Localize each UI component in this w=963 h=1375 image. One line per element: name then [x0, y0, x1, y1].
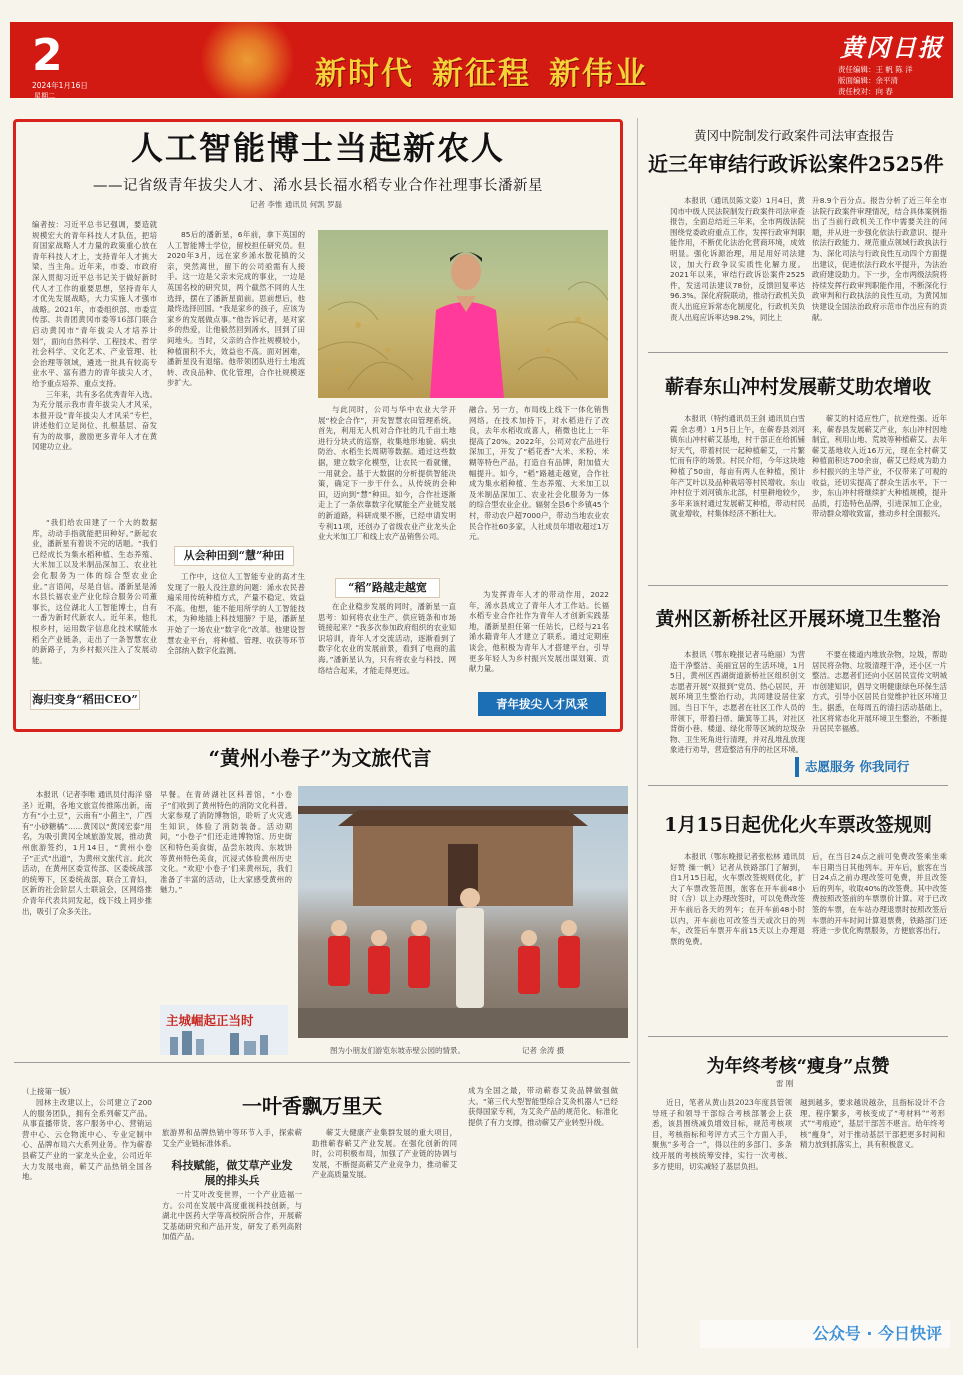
feature-col3: [318, 405, 456, 583]
editor-credit-1: 责任编辑：王 帆 陈 洋: [838, 65, 913, 74]
xiaojuanzi-col1-text: 本报讯（记者李唯 通讯员付海洋 骆圣）近期，各地文旅宣传推陈出新，南方有“小土豆”，云南有“小菌主”，广西有“小砂糖橘”……黄冈以“黄冈宏泰”用名，为吸引黄冈全域旅游发展，推动黄州旅游签约，1月14日，“黄州小卷子”正式“出道”，为黄州文旅代言。此次活动，在黄州区委宣传部、区委统战部的统筹下，区委统战部，联合工青妇，区新的社会阶层人士联谊会，区网络推介青年代表共同发起，线下线上同步推出，吸引了众多关注。: [22, 790, 152, 916]
editor-credit-2: 版面编辑：余平清: [838, 76, 898, 85]
column-tag: 青年拔尖人才风采: [478, 692, 606, 716]
city-ad-text: 主城崛起正当时: [166, 1013, 254, 1028]
subhead-overseas: 海归变身“稻田CEO”: [30, 690, 140, 710]
train-col1: [670, 852, 805, 1030]
ai-col4: [468, 1086, 618, 1348]
slim-col2: [800, 1098, 945, 1313]
slim-col2-text: 越到越多，要求越说越杂，且指标设计不合理、程序繁多，考核变成了“考材料”“考形式”“考痕迹”，基层干部苦不堪言。给年终考核“瘦身”，对于推动基层干部把更多时间和精力放到抓落实上，具有积极意义。: [800, 1098, 945, 1150]
ai-col4-text: 成为全国之最，带动蕲春艾灸品牌做强做大。“第三代大型智能型综合艾灸机器人”已经获得国家专利，为艾灸产品的规范化、标准化提供了有力支撑，推动蕲艾产业转型升级。: [468, 1086, 618, 1127]
court-title: 近三年审结行政诉讼案件2525件: [648, 152, 944, 176]
slogan-2: 新征程: [432, 56, 531, 92]
slim-col1-text: 近日，笔者从黄山县2023年度县管领导班子和领导干部综合考核部署会上获悉，该县围绕减负增效目标，规范考核项目，考核指标和考评方式三个方面入手，聚焦“多考合一”，得以往的多部门、多条线开展的考核统筹安排，实行一次考核、多方使用，切实减轻了基层负担。: [652, 1098, 792, 1171]
feature-col4b-text: 为发挥青年人才的带动作用，2022年，浠水县成立了青年人才工作站。长福水稻专业合作社作为青年人才创新实践基地，潘新星担任第一任站长，已经与21名浠水籍青年人才建立了联系。通过定期座谈会，他积极为青年人才搭建平台，引导更多年轻人为乡村振兴发展出谋划策、贡献力量。: [469, 590, 609, 674]
qichun-col2: [812, 414, 947, 574]
train-col2-text: 后，在当日24点之前可免费改签乘坐乘车日期当日其他列车。开车后，旅客在当日24点之前办理改签可免费，并且改签后的列车，收取40%的改签费。其中改签费按照改签前的车票票价计算。对于已改签的车票，在车站办理退票时按照改签后车票的开车时间计算退票费，铁路部门还将进一步优化购票服务，方便旅客出行。: [812, 852, 947, 936]
court-col2: [812, 196, 947, 344]
feature-col1-text: “我们给农田建了一个大的数据库，动动手指就能把田种好。”新起农业，潘新星有着说不完的话题。“我们已经成长为集水稻种植、生态养殖、大米加工以及米制品深加工、农业社会化服务为一体的综合型农业企业。”言语间，尽是自信。潘新星是浠水县长福农业产业化综合服务公司董事长，这位湖北人工智能博士，自有一番为新时代新农人。近年来，他扎根乡村，运用数字信息化技术赋能水稻全产业链条，走出了一条智慧农业的新路子，为乡村振兴注入了发展动能。: [32, 518, 157, 665]
rice-field-photo: [318, 230, 608, 398]
feature-col2b-text: 工作中，这位人工智能专业的高才生发现了一般人没注意的问题：浠水农民普遍采用传统种植方式，产量不稳定、效益不高。他想，能不能用所学的人工智能技术，为种地插上科技翅膀？于是，潘新星开始了一场农业“数字化”改革。他建设智慧农业平台，将种植、管理、收获等环节全部纳入数字化监测。: [167, 572, 305, 656]
slogan-1: 新时代: [315, 56, 414, 92]
feature-col3-text: 与此同时，公司与华中农业大学开展“校企合作”，开发智慧农田管理系统。首先，利用无人机对合作社的几千亩土地进行分块式的巡察，收集地形地貌、病虫防治、水稻生长周期等数据。通过这些数据，建立数字化模型，让农民一看就懂，一用就会。基于大数据的分析提供智能决策，确定下一步干什么。从传统的会种田，迈向到“慧”种田。如今，合作社逐渐走上了一条依靠数字化赋能全产业链发展的新道路，科研成果不断，已经申请发明专利11项，还创办了省级农业产业龙头企业大米加工厂和线上农产品销售公司。: [318, 405, 456, 542]
volunteer-tag: [795, 757, 935, 777]
qichun-col1: [670, 414, 805, 574]
train-col2: [812, 852, 947, 1030]
ai-col2b-text: 一片艾叶改变世界，一个产业造福一方。公司在发展中高度重视科技创新，与湖北中医药大学等高校院所合作，开展蕲艾基础研究和产品开发，研发了系列高附加值产品。: [162, 1190, 302, 1242]
train-title: 1月15日起优化火车票改签规则: [664, 814, 932, 836]
city-ad: [160, 1005, 288, 1055]
city-skyline-icon: [160, 1029, 288, 1055]
ai-col2b: [162, 1190, 302, 1348]
farmer-photo: [318, 230, 608, 398]
feature-title: 人工智能博士当起新农人: [130, 129, 505, 167]
weekday-label: 星期二: [34, 92, 55, 100]
ai-col3: [312, 1128, 457, 1348]
court-col1: [670, 196, 805, 344]
editor-note: [32, 220, 157, 512]
aiye-title: 一叶香飘万里天: [242, 1094, 382, 1118]
ai-col2-text: 旅游界和品牌热销中等环节入手，探索蕲艾全产业链标准体系。: [162, 1128, 302, 1148]
feature-col2-text: 85后的潘新星，6年前，拿下英国的人工智能博士学位，留校担任研究员。但2020年3月，远在家乡浠水散花镇的父亲，突然离世，留下的公司亟需有人接手。这一边是父亲未完成的事业，一边是英国名校的研究员，两个截然不同的人生选择，摆在了潘新星面前。思前想后，他最终选择回国。“我是家乡的孩子，应该为家乡的发展做点事。”他告诉记者，是对家乡的热爱，让他毅然回到浠水，回到了田间地头。当时，父亲的合作社规模较小，种植面积不大，效益也不高。面对困难，潘新星没有退缩。他带领团队进行土地流转、改良品种、优化管理，合作社规模逐步扩大。: [167, 230, 305, 388]
xiaojuanzi-col2-text: 早餐。在青砖湖社区科普馆，“小卷子”们收到了黄州特色的消防文化科普。大家参观了消防博物馆，聆听了火灾逃生知识，体验了消防装备。活动期间，“小卷子”们还走进博物馆、历史街区和特色美食街，品尝东坡肉、东坡饼等黄州特色美食，沉浸式体验黄州历史文化。“欢迎‘小卷子’们来黄州玩，我们准备了丰富的活动，让大家感受黄州的魅力。”: [160, 790, 292, 895]
divider-env: [648, 785, 948, 786]
editor-note-text-2: 三年来，共有多名优秀青年入选。为充分展示我市青年拔尖人才风采，本报开设“青年拔尖人才风采”专栏，讲述他们立足岗位、扎根基层、奋发有为的故事，激励更多青年人才在黄冈建功立业。: [32, 389, 157, 452]
feature-col4b: [469, 590, 609, 690]
train-col1-text: 本报讯（鄂东晚报记者张松林 通讯员好赞 操一帆）记者从铁路部门了解到，自1月15日起，火车票改签规则优化，扩大了车票改签范围，旅客在开车前48小时（含）以上办理改签时，可以免费改签开车前后各天的列车；在开车前48小时以内，开车前也可改签当天或次日的列车，改签后车票开车前15天以上办理退票的免费。: [670, 852, 805, 946]
photo-caption: 图为小朋友们游览东坡赤壁公园的情景。: [330, 1046, 465, 1055]
watermark-text: 公众号 · 今日快评: [812, 1324, 942, 1343]
env-col1-text: 本报讯（鄂东晚报记者马艳丽）为营造干净整洁、美丽宜居的生活环境，1月5日，黄州区西湖街道新桥社区组织创文志愿者开展“双报到”党员、热心居民，开展环境卫生整治行动，共同建设居住家园。当日下午，志愿者在社区工作人员的带领下，带着扫帚、簸箕等工具，对社区背街小巷、楼道、绿化带等区域的垃圾杂物、卫生死角进行清理，并对乱堆乱放现象进行劝导，营造整洁有序的社区环境。: [670, 650, 805, 755]
court-col2-text: 升8.9个百分点。报告分析了近三年全市法院行政案件审理情况，结合具体案例指出了当前行政机关工作中需要关注的问题，并从进一步强化依法行政意识、提升依法行政能力、规范重点领域行政执法行为、深化司法与行政良性互动四个方面提出建议，促进依法行政水平提升，为法治政府建设助力。下一步，全市两级法院将持续发挥行政审判职能作用，不断深化行政审判和行政执法的良性互动，为黄冈加快建设全国法治政府示范市作出应有的贡献。: [812, 196, 947, 322]
slogan-3: 新伟业: [549, 56, 648, 92]
env-title: 黄州区新桥社区开展环境卫生整治: [655, 608, 941, 630]
ai-col1: [22, 1098, 152, 1348]
feature-col4-text: 融合。另一方，布局线上线下一体化销售网络。在技术加持下，对水稻进行了改良，去年水稻收成喜人，稍微也比上一年提高了20%。2022年，公司对农产品进行深加工，开发了“稻花香”大米、米粉、米糊等特色产品，打造自有品牌，附加值大幅提升。如今，“稻”路越走越宽，合作社成为集水稻种植、生态养殖、大米加工以及米制品深加工、农业社会化服务为一体的综合型农业企业。辐射全县6个乡镇45个村，带动农户超7000户，带动当地农业农民合作社60多家，人社成员年增收超过1万元。: [469, 405, 609, 542]
page-number: 2: [32, 30, 63, 81]
watermark: [700, 1320, 950, 1348]
feature-col2b: [167, 572, 305, 717]
divider-xiaojuanzi: [14, 1062, 630, 1063]
ai-col2: [162, 1128, 302, 1158]
paper-logo: 黄冈日报: [840, 33, 944, 62]
slim-col1: [652, 1098, 792, 1346]
subhead-rice-road: “稻”路越走越宽: [335, 578, 440, 598]
xiaojuanzi-col1: [22, 790, 152, 1052]
slim-title: 为年终考核“瘦身”点赞: [706, 1056, 890, 1077]
qichun-col1-text: 本报讯（特约通讯员王剑 通讯员白雪霞 余志勇）1月5日上午，在蕲春县刘河镇东山冲村蕲艾基地，村干部正在给抓铺好天气，带着村民一起种植蕲艾，一片繁忙而有序的场景。村民介绍，今年这块地种植了50亩，每亩有两人在种植，预计年产艾叶以及品种栽培等村民增收。东山冲村位于刘河镇东北部，村里耕地较少，多年来该村通过发展蕲艾种植，带动村民就业增收，村集体经济不断壮大。: [670, 414, 805, 519]
divider-qichun: [648, 585, 948, 586]
kids-at-temple-photo: [298, 786, 628, 1038]
editor-note-text: 编者按：习近平总书记强调，要造就规模宏大的青年科技人才队伍，把培育国家战略人才力量的政策重心放在青年科技人才上，支持青年人才挑大梁、当主角。近年来，市委、市政府深入贯彻习近平总书记关于做好新时代人才工作的重要思想，坚持青年人才优先发展战略，大力实施人才强市战略。2021年，市委组织部、市委宣传部、共青团黄冈市委等16部门联合启动黄冈市“青年拔尖人才培养计划”，面向自然科学、工程技术、哲学社会科学、文化艺术、产业管理、社会治理等领域，遴选一批具有较高专业水平、富有潜力的青年拔尖人才，给予重点培养、重点支持。: [32, 220, 157, 388]
feature-col1: [32, 518, 157, 680]
column-divider: [637, 118, 638, 1348]
feature-col3b-text: 在企业稳步发展的同时，潘新星一直思考：如何将农业生产、供应链条和市场链接起来？“我多次参加政府组织的农业知识培训，青年人才交流活动，逐渐看到了数字化农业的发展前景，看到了电商的蓝海。”潘新星认为，只有将农业与科技、网络结合起来，才能走得更远。: [318, 602, 456, 675]
ai-col3-text: 蕲艾大健康产业集群发展的重大项目，助推蕲春蕲艾产业发展。在强化创新的同时，公司积极布局，加强了产业链的协调与发展，不断提高蕲艾产业竞争力，推动蕲艾产业高质量发展。: [312, 1128, 457, 1180]
party-emblem: [200, 22, 295, 98]
volunteer-tag-text: 志愿服务 你我同行: [805, 759, 910, 774]
divider-court: [648, 352, 948, 353]
slim-author: 雷 刚: [776, 1079, 794, 1088]
continued-note: （上接第一版）: [22, 1087, 75, 1096]
env-col2-text: 不要在楼道内堆放杂物，垃圾，帮助居民将杂物、垃圾清理干净，还小区一片整洁。志愿者们还向小区居民宣传文明城市创建知识，倡导文明健康绿色环保生活方式，引导小区居民自觉维护社区环境卫生。据悉，在每周五的清扫活动基础上，社区将常态化开展环境卫生整治，不断提升居民幸福感。: [812, 650, 947, 734]
issue-date: 2024年1月16日: [32, 81, 88, 90]
masthead: [10, 22, 953, 98]
feature-col3b: [318, 602, 456, 717]
qichun-title: 蕲春东山冲村发展蕲艾助农增收: [664, 376, 931, 398]
subhead-smart-farming: 从会种田到“慧”种田: [174, 546, 294, 566]
court-col1-text: 本报讯（通讯员陈文姿）1月4日，黄冈市中级人民法院制发行政案件司法审查报告，全面总结近三年来，全市两级法院围绕党委政府重点工作，发挥行政审判职能作用，不断优化法治化营商环境，成效明显。强化诉源治理，用足用好司法建议，加大行政争议实质性化解力度。2021年以来，审结行政诉讼案件2525件，发送司法建议78份，反馈回复率达96.3%。深化府院联动，推动行政机关负责人出庭应诉常态化制度化，行政机关负责人出庭应诉率达98.2%，同比上: [670, 196, 805, 322]
feature-byline: 记者 李惟 通讯员 何凯 罗磊: [250, 200, 343, 209]
temple-photo: [298, 786, 628, 1038]
court-kicker: 黄冈中院制发行政案件司法审查报告: [693, 128, 894, 143]
ai-col1-text: 园林主改建以上，公司建立了200人的服务团队，拥有全系列蕲艾产品。从事直播带货、客户服务中心、营销运营中心、云仓物流中心、专业定制中心、品牌布局六大系列业务。作为蕲春县蕲艾产业的一家龙头企业，公司近年大力发展电商，蕲艾产品热销全国各地。: [22, 1098, 152, 1182]
editor-credit-3: 责任校对：向 春: [838, 87, 893, 96]
feature-subtitle: ——记省级青年拔尖人才、浠水县长福水稻专业合作社理事长潘新星: [93, 178, 543, 194]
qichun-col2-text: 蕲艾的村适应性广，抗逆性强。近年来，蕲春县发展蕲艾产业，东山冲村因地制宜，利用山地、荒坡等种植蕲艾。去年蕲艾基地收入近16万元，现在全村蕲艾种植面积达700余亩，蕲艾已经成为助力乡村振兴的主导产业，不仅带来了可观的收益，还切实提高了群众生活水平。下一步，东山冲村将继续扩大种植规模，提升品质，打造特色品牌，引进深加工企业，带动群众增收致富，推动乡村全面振兴。: [812, 414, 947, 519]
feature-col4: [469, 405, 609, 587]
env-col2: [812, 650, 947, 748]
xiaojuanzi-title: “黄州小卷子”为文旅代言: [208, 746, 432, 770]
divider-train: [648, 1036, 948, 1037]
aiye-subhead: 科技赋能，做艾草产业发展的排头兵: [171, 1159, 293, 1187]
env-col1: [670, 650, 805, 775]
photo-credit: 记者 余涛 摄: [522, 1046, 565, 1055]
xiaojuanzi-col2: [160, 790, 292, 1000]
feature-col2: [167, 230, 305, 540]
